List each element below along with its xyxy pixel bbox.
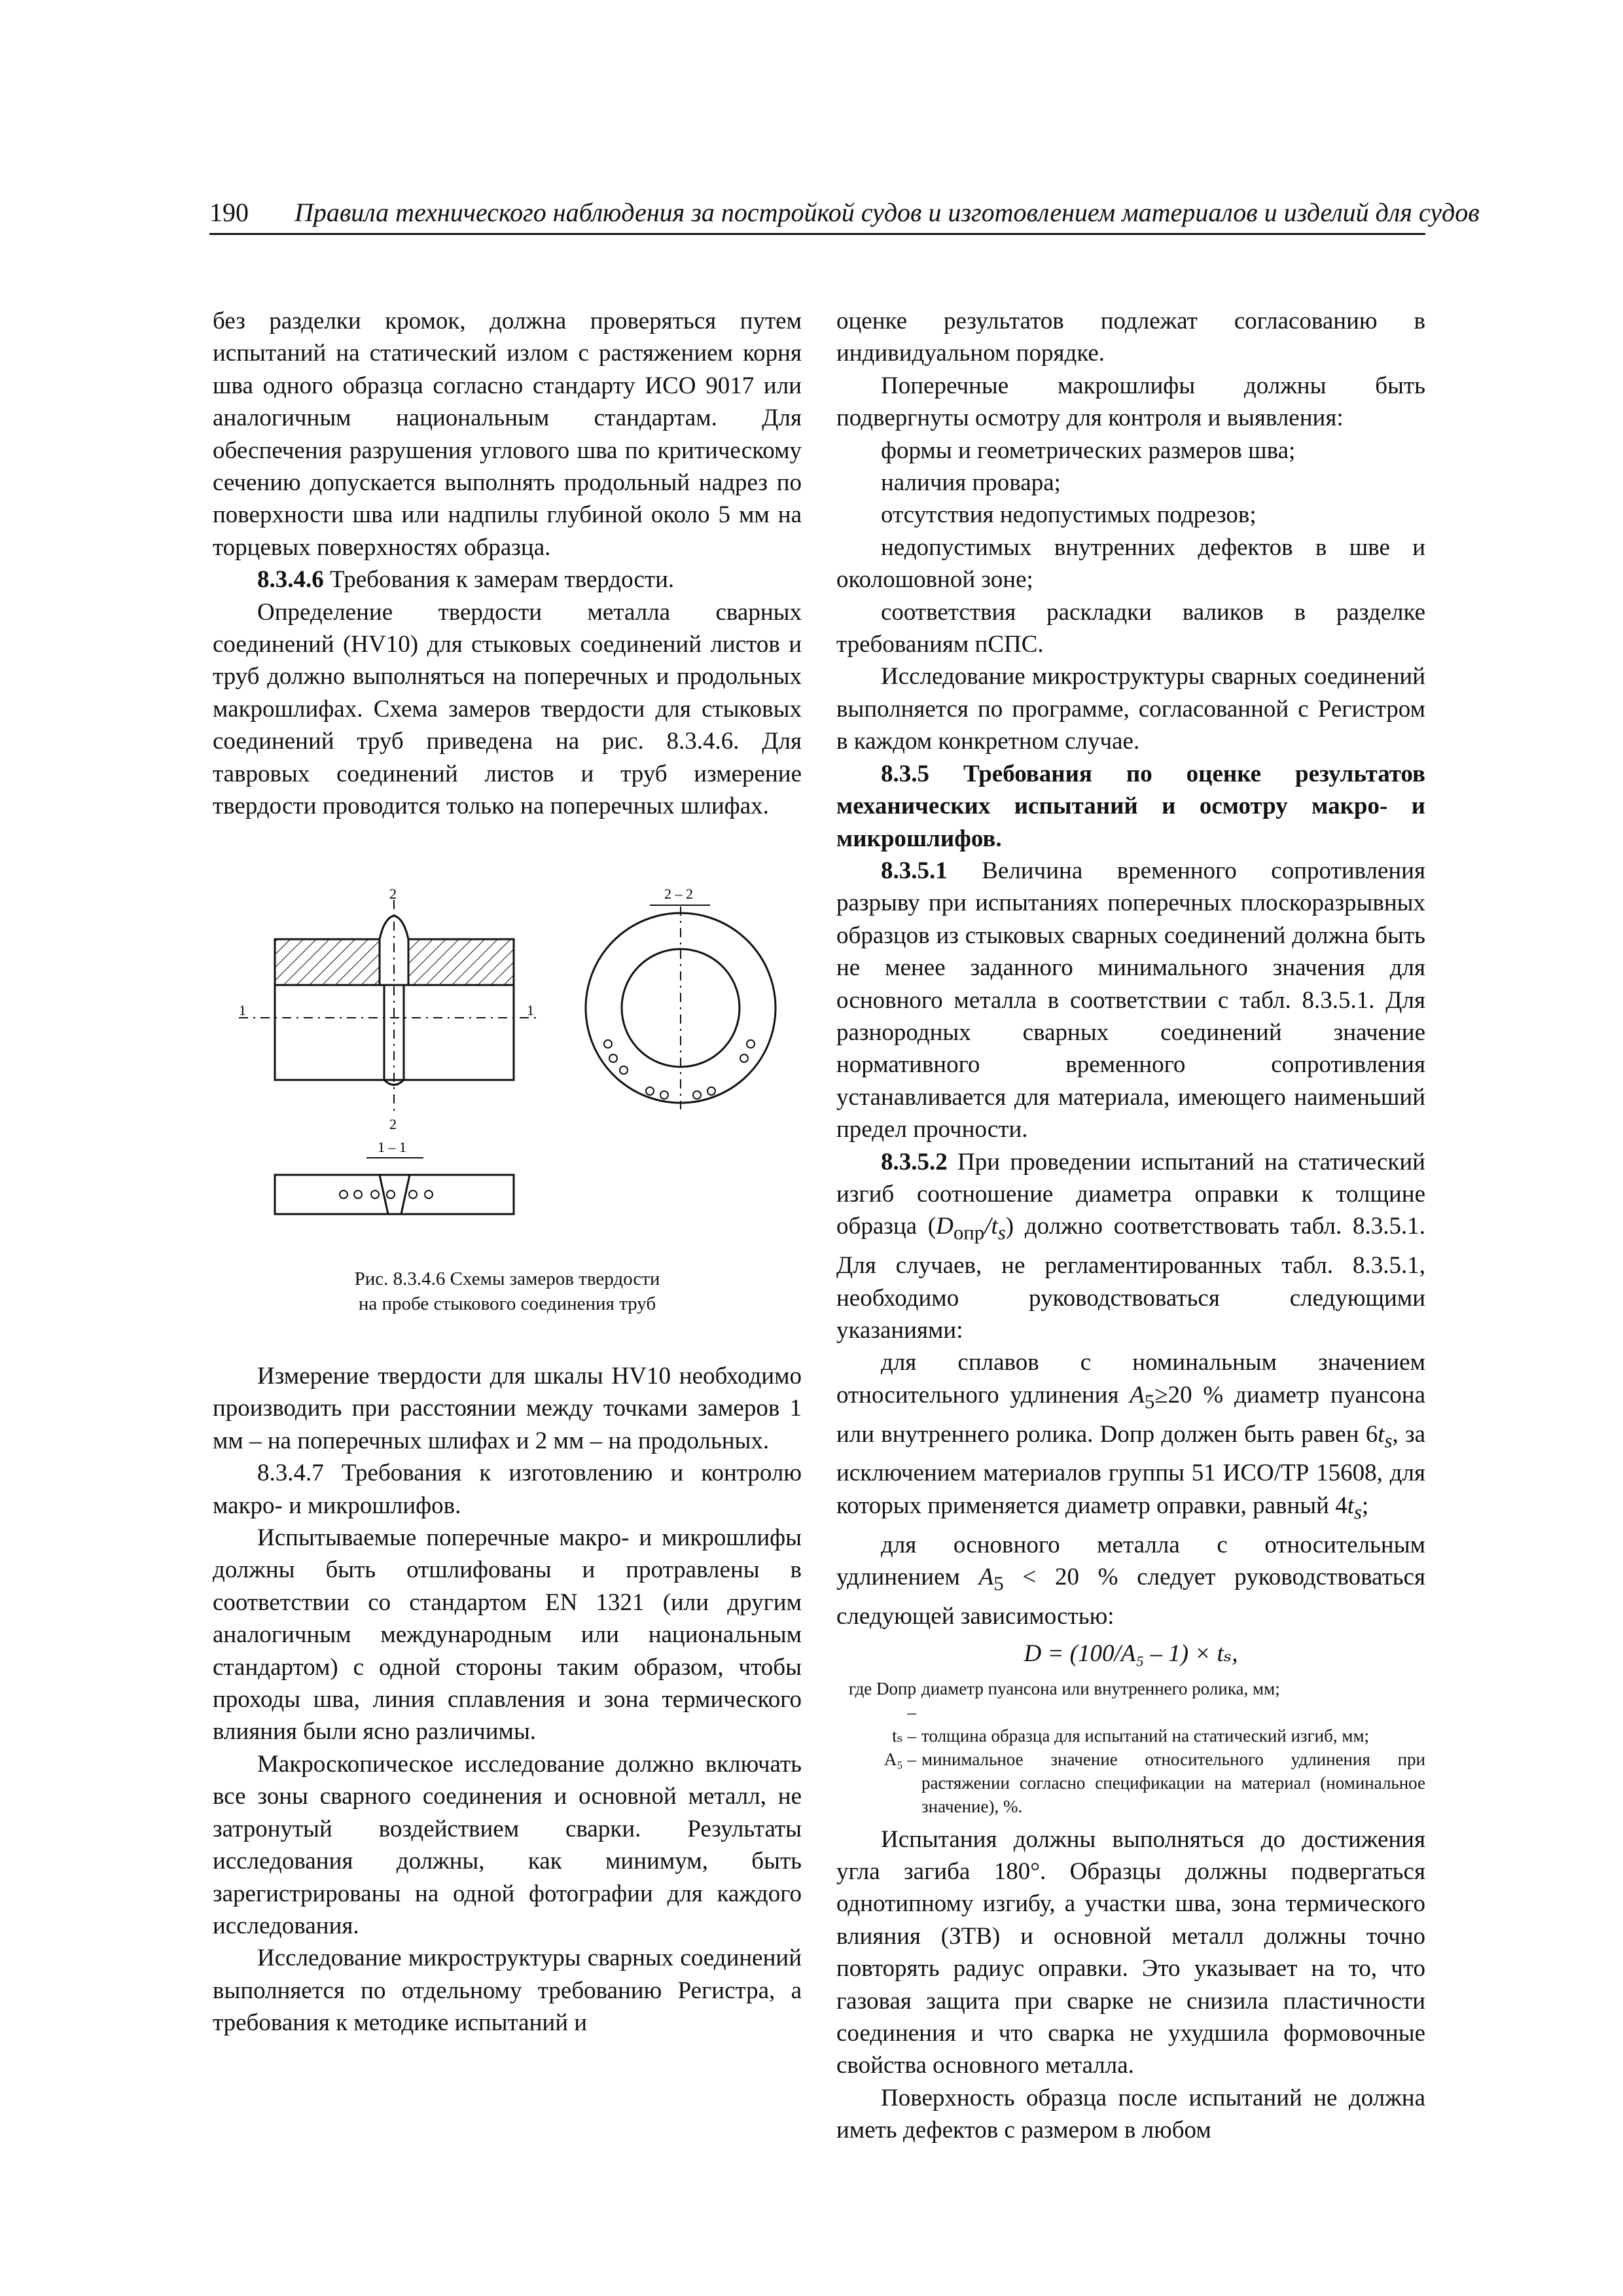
page-number: 190 (209, 198, 249, 227)
paragraph: оценке результатов подлежат согласованию в индивидуальном порядке. (836, 308, 1425, 367)
section-title: Требования к изготовлению и контролю макро- и микрошлифов. (213, 1460, 802, 1519)
hardness-points-ring (604, 1040, 755, 1099)
running-header (209, 196, 1480, 233)
symbol: /t (984, 1213, 998, 1240)
figure-8-3-4-6 (213, 887, 802, 1325)
formula-legend (836, 1677, 1425, 1818)
section-number: 8.3.4.6 (257, 566, 324, 594)
left-column-lower (213, 1360, 802, 2039)
legend-symbol: A₅ – (883, 1749, 916, 1769)
paragraph: Исследование микроструктуры сварных соединений выполняется по отдельному требованию Регистра, а требования к методике испытаний и (213, 1945, 802, 2037)
text-run: ; (1362, 1492, 1369, 1519)
text-run: для основного металла с относительным удлинением (836, 1531, 1425, 1590)
text-run: < 20 % следует руководствоваться следующей зависимостью: (836, 1564, 1426, 1630)
section-8-3-5-2 (836, 1146, 1425, 1347)
section-label-1-1: 1 – 1 (378, 1139, 406, 1155)
section-number: 8.3.4.7 (257, 1460, 324, 1487)
list-item: формы и геометрических размеров шва; (881, 437, 1296, 464)
legend-text: минимальное значение относительного удлинения при растяжении согласно спецификации на материал (номинальное значение), %. (921, 1749, 1425, 1816)
subscript: s (1384, 1429, 1393, 1452)
subscript: s (997, 1221, 1006, 1244)
section-mark-1a: 1 (239, 1002, 246, 1018)
symbol: D (936, 1213, 954, 1240)
section-8-3-4-7 (213, 1457, 802, 1522)
left-column-upper (213, 305, 802, 823)
running-title: Правила технического наблюдения за постройкой судов и изготовлением материалов и изделий для судов (294, 198, 1480, 227)
list-item: недопустимых внутренних дефектов в шве и околошовной зоне; (836, 533, 1425, 594)
legend-text: толщина образца для испытаний на статический изгиб, мм; (921, 1725, 1370, 1746)
hardness-scheme-drawing (213, 887, 802, 1253)
header-rule (209, 233, 1425, 235)
paragraph: Испытания должны выполняться до достижения угла загиба 180°. Образцы должны подвергаться однотипному изгибу, а участки шва, зона термического влияния (ЗТВ) и основной металл должны точно повторять радиус оправки. Это указывает на то, что газовая защита при сварке не снизила пластичности соединения и что сварка не ухудшила формовочные свойства основного металла. (836, 1825, 1425, 2079)
section-8-3-4-6 (213, 564, 802, 596)
legend-row (836, 1677, 1425, 1724)
list-item: наличия провара; (881, 469, 1061, 497)
subscript: опр (953, 1221, 985, 1244)
plate-section-1-1 (275, 1139, 514, 1214)
legend-row (836, 1748, 1425, 1818)
subscript: 5 (1144, 1390, 1155, 1413)
list-item (836, 1346, 1425, 1528)
paragraph: Определение твердости металла сварных соединений (HV10) для стыковых соединений листов и труб должно выполняться на поперечных и продольных макрошлифах. Схема замеров твердости для стыковых соединений труб приведена на рис. 8.3.4.6. Для тавровых соединений листов и труб измерение твердости проводится только на поперечных шлифах. (213, 598, 802, 820)
subscript: 5 (993, 1572, 1004, 1595)
section-number: 8.3.5.1 (881, 857, 948, 884)
paragraph: Макроскопическое исследование должно включать все зоны сварного соединения и основной металл, не затронутый воздействием сварки. Результаты исследования должны, как минимум, быть зарегистрированы на одной фотографии для каждого исследования. (213, 1750, 802, 1939)
paragraph: Испытываемые поперечные макро- и микрошлифы должны быть отшлифованы и протравлены в соответствии со стандартом EN 1321 (или другим аналогичным международным или национальным стандартом) с одной стороны таким образом, чтобы проходы шва, линия сплавления и зона термического влияния были ясно различимы. (213, 1524, 802, 1746)
symbol: A (978, 1564, 994, 1590)
list-item: соответствия раскладки валиков в разделке требованиям пСПС. (836, 598, 1425, 658)
text-run: ) должно соответствовать табл. 8.3.5.1. Для случаев, не регламентированных табл. 8.3.5.1, необходимо руководствоваться следующими указаниями: (836, 1213, 1425, 1344)
paragraph: Измерение твердости для шкалы HV10 необходимо производить при расстоянии между точками замеров 1 мм – на поперечных шлифах и 2 мм – на продольных. (213, 1363, 802, 1454)
paragraph: Поперечные макрошлифы должны быть подвергнуты осмотру для контроля и выявления: (836, 372, 1425, 432)
paragraph: Поверхность образца после испытаний не должна иметь дефектов с размером в любом (836, 2084, 1425, 2144)
legend-symbol: Dопр – (876, 1678, 916, 1722)
paragraph: Исследование микроструктуры сварных соединений выполняется по программе, согласованной с Регистром в каждом конкретном случае. (836, 663, 1425, 755)
figure-caption (213, 1266, 802, 1316)
section-title: Требования к замерам твердости. (323, 566, 675, 594)
pipe-longitudinal-section (239, 887, 540, 1132)
section-mark-2: 2 (389, 887, 397, 902)
section-mark-1b: 1 (527, 1002, 534, 1018)
text-run: , за исключением материалов группы 51 ИСО/ТР 15608, для которых применяется диаметр оправки, равный 4 (836, 1420, 1425, 1519)
section-label-2-2: 2 – 2 (664, 887, 693, 902)
list-item (836, 1529, 1425, 1633)
section-mark-2b: 2 (389, 1116, 397, 1132)
right-column (836, 305, 1425, 2147)
subscript: s (1354, 1501, 1363, 1524)
paragraph: без разделки кромок, должна проверяться путем испытаний на статический излом с растяжением корня шва одного образца согласно стандарту ИСО 9017 или аналогичным национальным стандартам. Для обеспечения разрушения углового шва по критическому сечению допускается выполнять продольный надрез по поверхности шва или надпилы глубиной около 5 мм на торцевых поверхностях образца. (213, 308, 802, 561)
section-8-3-5-1 (836, 855, 1425, 1146)
legend-row (836, 1724, 1425, 1748)
text-run: для сплавов с номинальным значением относительного удлинения (836, 1349, 1425, 1408)
legend-key (836, 1677, 921, 1724)
symbol: A (1130, 1381, 1145, 1408)
text-run: ≥20 % диаметр пуансона или внутреннего ролика. Dопр должен быть равен 6 (836, 1381, 1425, 1448)
legend-text: диаметр пуансона или внутреннего ролика, мм; (921, 1678, 1280, 1698)
legend-where: где (848, 1678, 872, 1698)
symbol: t (1378, 1420, 1385, 1448)
section-heading-8-3-5: 8.3.5 Требования по оценке результатов механических испытаний и осмотру макро- и микрошлифов. (836, 760, 1425, 852)
list-item: отсутствия недопустимых подрезов; (881, 501, 1257, 529)
section-number: 8.3.5.2 (881, 1148, 948, 1175)
section-text: Величина временного сопротивления разрыву при испытаниях поперечных плоскоразрывных образцов из стыковых сварных соединений должна быть не менее заданного минимального значения для основного металла в соответствии с табл. 8.3.5.1. Для разнородных сварных соединений значение нормативного временного сопротивления устанавливается для материала, имеющего наименьший предел прочности. (836, 857, 1425, 1143)
caption-line-2: на пробе стыкового соединения труб (358, 1293, 656, 1314)
formula: D = (100/A₅ – 1) × tₛ, (1024, 1640, 1238, 1668)
pipe-cross-section (586, 887, 776, 1109)
legend-symbol: tₛ – (892, 1725, 916, 1746)
caption-line-1: Рис. 8.3.4.6 Схемы замеров твердости (354, 1268, 660, 1289)
hardness-points-row (340, 1191, 433, 1198)
text-run: При проведении испытаний на статический изгиб соотношение диаметра оправки к толщине образца ( (836, 1148, 1425, 1240)
symbol: t (1347, 1492, 1355, 1519)
